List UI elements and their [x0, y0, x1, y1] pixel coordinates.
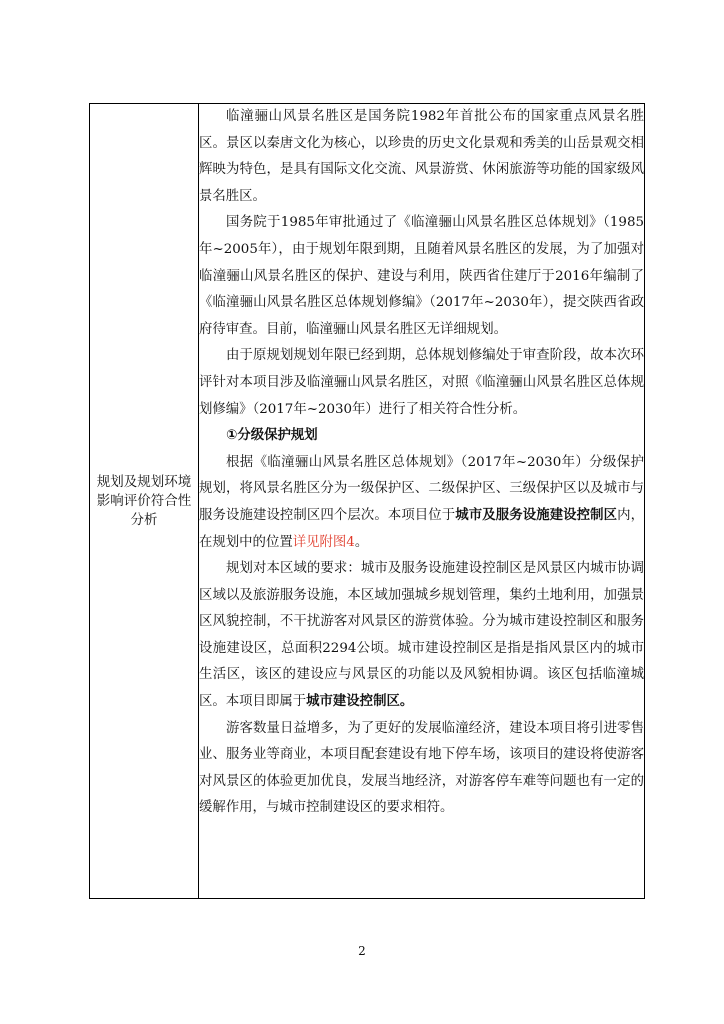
section-heading: ①分级保护规划 — [226, 428, 318, 444]
paragraph-4-end: 。 — [354, 534, 369, 550]
row-content-cell — [199, 104, 645, 899]
page-number: 2 — [358, 944, 366, 958]
paragraph-4 — [199, 450, 644, 556]
paragraph-3: 由于原规划规划年限已经到期，总体规划修编处于审查阶段，故本次环评针对本项目涉及临潼骊山风景名胜区，对照《临潼骊山风景名胜区总体规划修编》（2017年~2030年）进行了相关符合性分析。 — [199, 348, 644, 417]
paragraph-4-bold: 城市及服务设施建设控制区 — [455, 507, 618, 523]
paragraph-5-bold: 城市建设控制区。 — [306, 694, 414, 710]
paragraph-4-mid: 内，在规划中的位置 — [199, 507, 645, 550]
assessment-table — [89, 103, 645, 899]
row-label: 规划及规划环境影响评价符合性分析 — [96, 473, 192, 528]
paragraph-1: 临潼骊山风景名胜区是国务院1982年首批公布的国家重点风景名胜区。景区以秦唐文化为核心，以珍贵的历史文化景观和秀美的山岳景观交相辉映为特色，是具有国际文化交流、风景游赏、休闲旅游等功能的国家级风景名胜区。 — [199, 109, 644, 204]
figure-reference: 详见附图4 — [292, 534, 355, 550]
paragraph-2: 国务院于1985年审批通过了《临潼骊山风景名胜区总体规划》（1985年~2005年），由于规划年限到期，且随着风景名胜区的发展，为了加强对临潼骊山风景名胜区的保护、建设与利用，陕西省住建厅于2016年编制了《临潼骊山风景名胜区总体规划修编》（2017年~2030年），提交陕西省政府待审查。目前，临潼骊山风景名胜区无详细规划。 — [199, 215, 644, 337]
paragraph-5 — [199, 556, 644, 716]
row-label-cell — [90, 104, 199, 899]
paragraph-5-text: 规划对本区域的要求：城市及服务设施建设控制区是风景区内城市协调区域以及旅游服务设施，本区域加强城乡规划管理，集约土地利用，加强景区风貌控制，不干扰游客对风景区的游赏体验。分为城市建设控制区和服务设施建设区，总面积2294公顷。城市建设控制区是指是指风景区内的城市生活区，该区的建设应与风景区的功能以及风貌相协调。该区包括临潼城区。本项目即属于 — [199, 561, 644, 710]
content-body — [199, 104, 644, 822]
table-row — [90, 104, 645, 899]
paragraph-4-text: 根据《临潼骊山风景名胜区总体规划》（2017年~2030年）分级保护规划，将风景名胜区分为一级保护区、二级保护区、三级保护区以及城市与服务设施建设控制区四个层次。本项目位于 — [199, 454, 644, 523]
paragraph-6: 游客数量日益增多，为了更好的发展临潼经济，建设本项目将引进零售业、服务业等商业，本项目配套建设有地下停车场，该项目的建设将使游客对风景区的体验更加优良，发展当地经济，对游客停车难等问题也有一定的缓解作用，与城市控制建设区的要求相符。 — [199, 720, 644, 816]
